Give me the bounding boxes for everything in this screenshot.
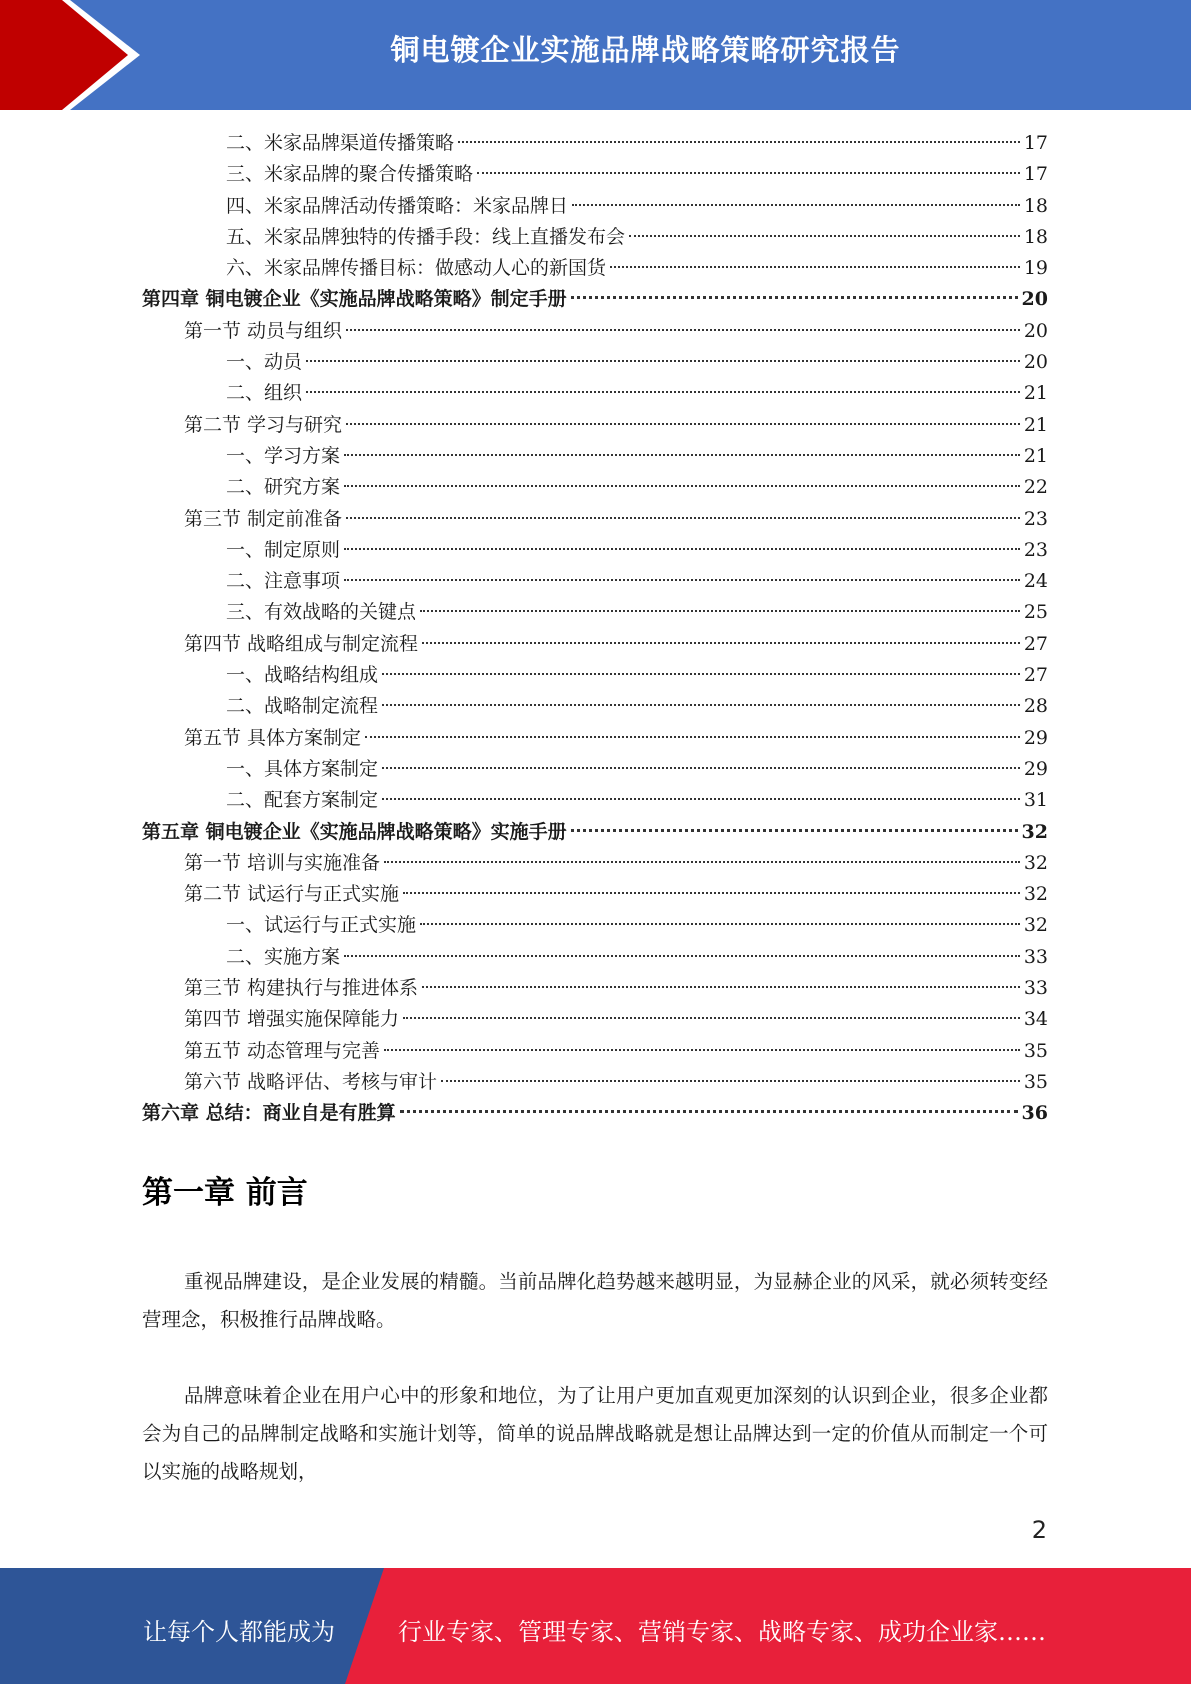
page-number: 2: [1031, 1516, 1047, 1544]
chapter-heading: 第一章 前言: [142, 1175, 308, 1211]
toc-entry[interactable]: [142, 1004, 1048, 1035]
toc-dot-leader: [344, 485, 1020, 487]
toc-dot-leader: [400, 1110, 1018, 1113]
toc-entry[interactable]: [142, 1067, 1048, 1098]
toc-entry-label: 第一节 培训与实施准备: [184, 851, 381, 874]
toc-entry-label: 第三节 制定前准备: [184, 507, 343, 530]
toc-entry-label: 第二节 学习与研究: [184, 413, 343, 436]
toc-entry[interactable]: [142, 660, 1048, 691]
toc-entry-page: 22: [1023, 476, 1048, 499]
toc-entry[interactable]: [142, 1098, 1048, 1129]
toc-entry[interactable]: [142, 973, 1048, 1004]
toc-entry[interactable]: [142, 316, 1048, 347]
toc-dot-leader: [422, 986, 1020, 988]
toc-entry-label: 第二节 试运行与正式实施: [184, 883, 400, 906]
toc-entry[interactable]: [142, 597, 1048, 628]
toc-entry-label: 五、米家品牌独特的传播手段：线上直播发布会: [226, 225, 626, 248]
toc-dot-leader: [344, 955, 1020, 957]
toc-dot-leader: [384, 861, 1020, 863]
toc-dot-leader: [571, 296, 1018, 299]
paragraph-1: 重视品牌建设，是企业发展的精髓。当前品牌化趋势越来越明显，为显赫企业的风采，就必须转变经营理念，积极推行品牌战略。: [142, 1270, 1048, 1331]
toc-entry-page: 21: [1023, 382, 1048, 405]
toc-entry-page: 34: [1023, 1008, 1048, 1031]
toc-entry-label: 二、配套方案制定: [226, 789, 379, 812]
toc-entry[interactable]: [142, 410, 1048, 441]
toc-entry-page: 20: [1023, 319, 1048, 342]
toc-entry-label: 六、米家品牌传播目标：做感动人心的新国货: [226, 257, 607, 280]
toc-entry-page: 25: [1023, 601, 1048, 624]
toc-entry-page: 29: [1023, 757, 1048, 780]
toc-entry-page: 20: [1023, 351, 1048, 374]
toc-entry[interactable]: [142, 848, 1048, 879]
toc-dot-leader: [629, 235, 1020, 237]
toc-entry-page: 18: [1023, 225, 1048, 248]
toc-entry-page: 21: [1023, 413, 1048, 436]
toc-entry[interactable]: [142, 472, 1048, 503]
toc-entry-label: 三、米家品牌的聚合传播策略: [226, 163, 474, 186]
toc-entry-label: 第四节 战略组成与制定流程: [184, 632, 419, 655]
toc-entry-page: 31: [1023, 789, 1048, 812]
toc-entry[interactable]: [142, 253, 1048, 284]
toc-dot-leader: [382, 767, 1020, 769]
toc-entry-page: 35: [1023, 1070, 1048, 1093]
toc-entry-label: 第五章 铜电镀企业《实施品牌战略策略》实施手册: [142, 820, 567, 843]
toc-entry-label: 二、注意事项: [226, 570, 341, 593]
toc-entry[interactable]: [142, 754, 1048, 785]
toc-entry-label: 第一节 动员与组织: [184, 319, 343, 342]
toc-entry[interactable]: [142, 441, 1048, 472]
toc-dot-leader: [346, 517, 1020, 519]
header-banner: [0, 0, 1191, 110]
toc-entry[interactable]: [142, 191, 1048, 222]
toc-entry-label: 第五节 具体方案制定: [184, 726, 362, 749]
toc-entry[interactable]: [142, 222, 1048, 253]
toc-entry-page: 35: [1023, 1039, 1048, 1062]
toc-dot-leader: [458, 141, 1020, 143]
toc-entry[interactable]: [142, 535, 1048, 566]
toc-entry-label: 二、米家品牌渠道传播策略: [226, 132, 455, 154]
toc-dot-leader: [306, 360, 1020, 362]
toc-entry-label: 三、有效战略的关键点: [226, 601, 417, 624]
toc-entry-label: 第四章 铜电镀企业《实施品牌战略策略》制定手册: [142, 288, 567, 311]
toc-entry-page: 17: [1023, 132, 1048, 154]
toc-entry-label: 二、研究方案: [226, 476, 341, 499]
toc-entry-label: 四、米家品牌活动传播策略：米家品牌日: [226, 194, 569, 217]
toc-entry[interactable]: [142, 378, 1048, 409]
toc-entry-page: 28: [1023, 695, 1048, 718]
toc-entry-page: 33: [1023, 945, 1048, 968]
toc-entry-label: 一、学习方案: [226, 444, 341, 467]
toc-entry-label: 第六节 战略评估、考核与审计: [184, 1070, 438, 1093]
toc-dot-leader: [441, 1080, 1020, 1082]
toc-dot-leader: [346, 423, 1020, 425]
toc-dot-leader: [403, 892, 1020, 894]
toc-entry-page: 32: [1021, 820, 1048, 843]
toc-entry-label: 二、战略制定流程: [226, 695, 379, 718]
footer-slogan-right: 行业专家、管理专家、营销专家、战略专家、成功企业家……: [398, 1618, 1046, 1646]
toc-entry-page: 33: [1023, 977, 1048, 1000]
toc-entry-page: 29: [1023, 726, 1048, 749]
footer-banner: [0, 1568, 1191, 1684]
toc-dot-leader: [344, 579, 1020, 581]
toc-entry[interactable]: [142, 566, 1048, 597]
toc-dot-leader: [422, 642, 1020, 644]
toc-dot-leader: [571, 829, 1018, 832]
toc-entry-page: 24: [1023, 570, 1048, 593]
toc-entry-page: 23: [1023, 507, 1048, 530]
toc-dot-leader: [365, 736, 1020, 738]
toc-entry-page: 23: [1023, 538, 1048, 561]
toc-dot-leader: [572, 204, 1020, 206]
toc-entry[interactable]: [142, 879, 1048, 910]
toc-dot-leader: [346, 329, 1020, 331]
toc-dot-leader: [382, 704, 1020, 706]
toc-entry[interactable]: [142, 723, 1048, 754]
toc-entry-page: 20: [1021, 288, 1048, 311]
toc-entry[interactable]: [142, 629, 1048, 660]
toc-entry-label: 一、试运行与正式实施: [226, 914, 417, 937]
toc-entry-page: 32: [1023, 851, 1048, 874]
toc-dot-leader: [382, 798, 1020, 800]
toc-entry[interactable]: [142, 128, 1048, 159]
toc-entry-page: 18: [1023, 194, 1048, 217]
toc-entry-label: 第六章 总结：商业自是有胜算: [142, 1102, 396, 1125]
toc-entry-label: 一、动员: [226, 351, 303, 374]
toc-entry-page: 36: [1021, 1102, 1048, 1125]
toc-entry[interactable]: [142, 817, 1048, 848]
document-title: 铜电镀企业实施品牌战略策略研究报告: [390, 33, 901, 67]
toc-entry-label: 二、实施方案: [226, 945, 341, 968]
paragraph-2: 品牌意味着企业在用户心中的形象和地位，为了让用户更加直观更加深刻的认识到企业，很多企业都会为自己的品牌制定战略和实施计划等，简单的说品牌战略就是想让品牌达到一定的价值从而制定一个可以实施的战略规划，: [142, 1384, 1048, 1483]
toc-entry-label: 一、具体方案制定: [226, 757, 379, 780]
toc-entry-label: 第四节 增强实施保障能力: [184, 1008, 400, 1031]
toc-entry-label: 第三节 构建执行与推进体系: [184, 977, 419, 1000]
toc-entry-page: 17: [1023, 163, 1048, 186]
toc-dot-leader: [306, 391, 1020, 393]
toc-entry-page: 27: [1023, 664, 1048, 687]
toc-dot-leader: [420, 610, 1020, 612]
toc-entry-page: 19: [1023, 257, 1048, 280]
toc-entry-page: 27: [1023, 632, 1048, 655]
toc-entry-page: 21: [1023, 444, 1048, 467]
toc-entry[interactable]: [142, 1036, 1048, 1067]
toc-dot-leader: [382, 673, 1020, 675]
toc-dot-leader: [610, 266, 1020, 268]
toc-dot-leader: [344, 454, 1020, 456]
toc-entry[interactable]: [142, 785, 1048, 816]
toc-entry[interactable]: [142, 284, 1048, 315]
toc-dot-leader: [344, 548, 1020, 550]
toc-dot-leader: [477, 172, 1020, 174]
toc-entry[interactable]: [142, 504, 1048, 535]
toc-entry[interactable]: [142, 159, 1048, 190]
toc-entry[interactable]: [142, 942, 1048, 973]
toc-entry[interactable]: [142, 910, 1048, 941]
toc-entry-label: 一、战略结构组成: [226, 664, 379, 687]
toc-entry[interactable]: [142, 347, 1048, 378]
toc-entry-label: 一、制定原则: [226, 538, 341, 561]
footer-slogan-left: 让每个人都能成为: [143, 1618, 335, 1646]
toc-entry-page: 32: [1023, 914, 1048, 937]
toc-entry-page: 32: [1023, 883, 1048, 906]
toc-entry[interactable]: [142, 691, 1048, 722]
toc-entry-label: 第五节 动态管理与完善: [184, 1039, 381, 1062]
toc-dot-leader: [403, 1017, 1020, 1019]
table-of-contents: [142, 128, 1048, 1130]
toc-entry-label: 二、组织: [226, 382, 303, 405]
toc-dot-leader: [384, 1049, 1020, 1051]
toc-dot-leader: [420, 923, 1020, 925]
